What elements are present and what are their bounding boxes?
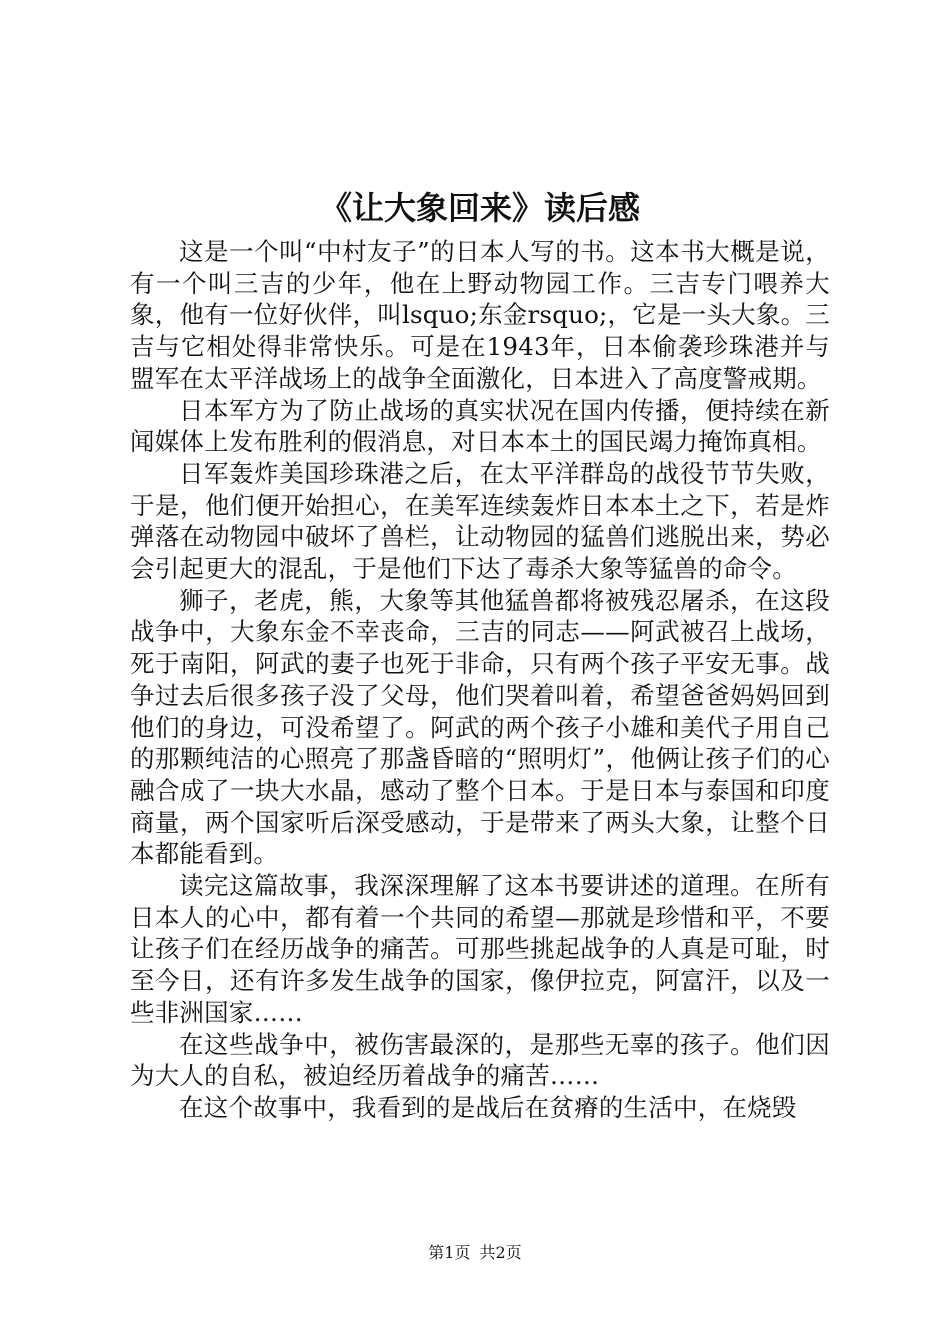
- page-total: 共2页: [479, 1243, 522, 1262]
- page-number: 第1页: [428, 1243, 471, 1262]
- paragraph: 这是一个叫“中村友子”的日本人写的书。这本书大概是说，有一个叫三吉的少年，他在上野动物园工作。三吉专门喂养大象，他有一位好伙伴，叫lsquo;东金rsquo;，它是一头大象。三吉与它相处得非常快乐。可是在1943年，日本偷袭珍珠港并与盟军在太平洋战场上的战争全面激化，日本进入了高度警戒期。: [130, 237, 830, 393]
- paragraph: 日本军方为了防止战场的真实状况在国内传播，便持续在新闻媒体上发布胜利的假消息，对日本本土的国民竭力掩饰真相。: [130, 395, 830, 457]
- document-body: [130, 236, 830, 1124]
- paragraph: 读完这篇故事，我深深理解了这本书要讲述的道理。在所有日本人的心中，都有着一个共同的希望—那就是珍惜和平，不要让孩子们在经历战争的痛苦。可那些挑起战争的人真是可耻，时至今日，还有许多发生战争的国家，像伊拉克，阿富汗，以及一些非洲国家……: [130, 871, 830, 1027]
- document-title: 《让大象回来》读后感: [319, 189, 640, 227]
- paragraph: 日军轰炸美国珍珠港之后，在太平洋群岛的战役节节失败，于是，他们便开始担心，在美军连续轰炸日本本土之下，若是炸弹落在动物园中破坏了兽栏，让动物园的猛兽们逃脱出来，势必会引起更大的混乱，于是他们下达了毒杀大象等猛兽的命令。: [130, 458, 830, 584]
- paragraph: 在这些战争中，被伤害最深的，是那些无辜的孩子。他们因为大人的自私，被迫经历着战争的痛苦……: [130, 1029, 830, 1091]
- page-footer: [0, 1242, 950, 1264]
- paragraph: 狮子，老虎，熊，大象等其他猛兽都将被残忍屠杀，在这段战争中，大象东金不幸丧命，三吉的同志——阿武被召上战场，死于南阳，阿武的妻子也死于非命，只有两个孩子平安无事。战争过去后很多孩子没了父母，他们哭着叫着，希望爸爸妈妈回到他们的身边，可没希望了。阿武的两个孩子小雄和美代子用自己的那颗纯洁的心照亮了那盏昏暗的“照明灯”，他俩让孩子们的心融合成了一块大水晶，感动了整个日本。于是日本与泰国和印度商量，两个国家听后深受感动，于是带来了两头大象，让整个日本都能看到。: [130, 585, 830, 869]
- paragraph: 在这个故事中，我看到的是战后在贫瘠的生活中，在烧毁: [179, 1092, 797, 1122]
